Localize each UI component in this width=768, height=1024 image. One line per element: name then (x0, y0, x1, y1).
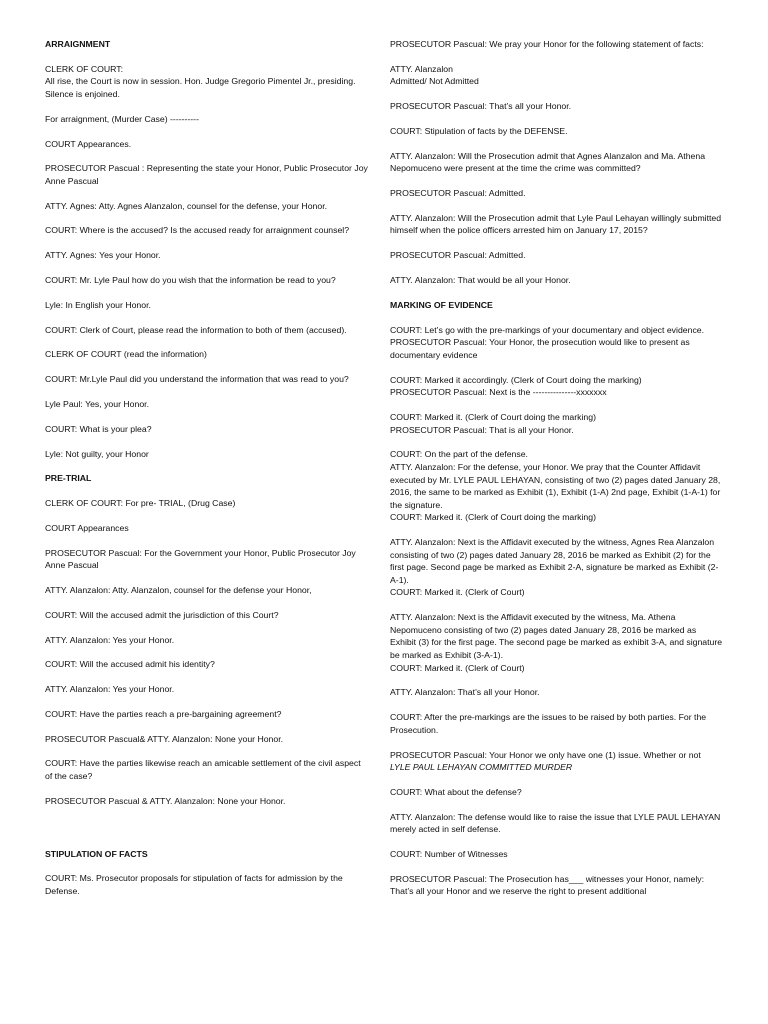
admitted-not-admitted: Admitted/ Not Admitted (390, 76, 479, 87)
court-plea: COURT: What is your plea? (45, 423, 152, 434)
clerk-label: CLERK OF COURT: (45, 63, 124, 74)
court-lyle-read: COURT: Mr. Lyle Paul how do you wish that the information be read to you? (45, 275, 336, 286)
alanzalon-that-would-be-all: ATTY. Alanzalon: That would be all your Honor. (390, 275, 571, 286)
prosecutor-admitted-2: PROSECUTOR Pascual: Admitted. (390, 250, 526, 261)
alanzalon-yes-2: ATTY. Alanzalon: Yes your Honor. (45, 684, 175, 695)
court-identity: COURT: Will the accused admit his identity? (45, 659, 215, 670)
court-accused-ready: COURT: Where is the accused? Is the accused ready for arraignment counsel? (45, 225, 350, 236)
heading-marking-evidence: MARKING OF EVIDENCE (390, 299, 493, 310)
court-marked-4: COURT: Marked it. (Clerk of Court) (390, 587, 525, 598)
court-defense-part: COURT: On the part of the defense. (390, 449, 528, 460)
clerk-text: All rise, the Court is now in session. Hon. Judge Gregorio Pimentel Jr., presiding. Silence is enjoined. (45, 76, 356, 99)
right-column (390, 38, 723, 910)
court-marked-5: COURT: Marked it. (Clerk of Court) (390, 662, 525, 673)
none-your-honor-1: PROSECUTOR Pascual& ATTY. Alanzalon: None your Honor. (45, 733, 284, 744)
prosecutor-pray: PROSECUTOR Pascual: We pray your Honor for the following statement of facts: (390, 39, 704, 49)
court-civil-aspect: COURT: Have the parties likewise reach an amicable settlement of the civil aspect of the case? (45, 758, 361, 782)
court-marked-accordingly: COURT: Marked it accordingly. (Clerk of Court doing the marking) (390, 374, 642, 385)
alanzalon-lyle-submitted: ATTY. Alanzalon: Will the Prosecution admit that Lyle Paul Lehayan willingly submitted himself when the police officers arrested him on January 17, 2015? (390, 212, 722, 236)
prosecutor-that-is-all: PROSECUTOR Pascual: That is all your Honor. (390, 424, 574, 435)
court-marked-3: COURT: Marked it. (Clerk of Court doing the marking) (390, 512, 596, 523)
alanzalon-athena-affidavit: ATTY. Alanzalon: Next is the Affidavit executed by the witness, Ma. Athena Nepomuceno consisting of two (2) pages dated January 28, 2016 be marked as Exhibit (3) for the first page. The second page be marked as exhibit 3-A, and signature be marked as Exhibit (3-A-1). (390, 612, 723, 660)
section-gap (45, 820, 370, 848)
atty-agnes-intro: ATTY. Agnes: Atty. Agnes Alanzalon, counsel for the defense, your Honor. (45, 200, 328, 211)
prosecutor-next: PROSECUTOR Pascual: Next is the ---------------xxxxxxx (390, 387, 607, 398)
heading-arraignment: ARRAIGNMENT (45, 39, 111, 49)
prosecutor-government: PROSECUTOR Pascual: For the Government your Honor, Public Prosecutor Joy Anne Pascual (45, 547, 356, 571)
arraignment-case: For arraignment, (Murder Case) ---------- (45, 113, 199, 124)
none-your-honor-2: PROSECUTOR Pascual & ATTY. Alanzalon: None your Honor. (45, 795, 286, 806)
court-understand: COURT: Mr.Lyle Paul did you understand the information that was read to you? (45, 374, 349, 385)
alanzalon-yes-1: ATTY. Alanzalon: Yes your Honor. (45, 634, 175, 645)
prosecutor-witnesses: PROSECUTOR Pascual: The Prosecution has___ witnesses your Honor, namely: That’s all your Honor and we reserve the right to present additional (390, 873, 705, 897)
prosecutor-present-documentary: PROSECUTOR Pascual: Your Honor, the prosecution would like to present as documentary evidence (390, 337, 690, 360)
prosecutor-intro: PROSECUTOR Pascual : Representing the state your Honor, Public Prosecutor Joy Anne Pascual (45, 163, 368, 186)
court-appearances-2: COURT Appearances (45, 522, 129, 533)
lyle-yes: Lyle Paul: Yes, your Honor. (45, 398, 149, 409)
lyle-english: Lyle: In English your Honor. (45, 299, 151, 310)
alanzalon-self-defense: ATTY. Alanzalon: The defense would like to raise the issue that LYLE PAUL LEHAYAN merely acted in self defense. (390, 811, 721, 835)
court-clerk-read: COURT: Clerk of Court, please read the information to both of them (accused). (45, 324, 347, 335)
clerk-read-information: CLERK OF COURT (read the information) (45, 349, 207, 360)
clerk-pretrial: CLERK OF COURT: For pre- TRIAL, (Drug Case) (45, 498, 236, 509)
court-proposals: COURT: Ms. Prosecutor proposals for stipulation of facts for admission by the Defense. (45, 873, 343, 896)
prosecutor-issue-text: PROSECUTOR Pascual: Your Honor we only have one (1) issue. Whether or not (390, 749, 701, 760)
prosecutor-issue-italic: LYLE PAUL LEHAYAN COMMITTED MURDER (390, 762, 573, 773)
court-stipulation-defense: COURT: Stipulation of facts by the DEFENSE. (390, 125, 568, 136)
atty-alanzalon-intro: ATTY. Alanzalon: Atty. Alanzalon, counsel for the defense your Honor, (45, 585, 312, 595)
alanzalon-thats-all: ATTY. Alanzalon: That’s all your Honor. (390, 687, 540, 698)
prosecutor-thats-all-1: PROSECUTOR Pascual: That’s all your Honor. (390, 101, 572, 112)
heading-stipulation: STIPULATION OF FACTS (45, 848, 148, 859)
alanzalon-agnes-present: ATTY. Alanzalon: Will the Prosecution admit that Agnes Alanzalon and Ma. Athena Nepomuceno were present at the time the crime was committed? (390, 150, 706, 174)
court-appearances-1: COURT Appearances. (45, 138, 132, 149)
court-plea-bargain: COURT: Have the parties reach a pre-bargaining agreement? (45, 708, 282, 719)
heading-pretrial: PRE-TRIAL (45, 473, 92, 484)
court-number-witnesses: COURT: Number of Witnesses (390, 849, 508, 860)
court-premarkings: COURT: Let’s go with the pre-markings of your documentary and object evidence. (390, 324, 705, 335)
agnes-yes: ATTY. Agnes: Yes your Honor. (45, 250, 161, 261)
prosecutor-admitted-1: PROSECUTOR Pascual: Admitted. (390, 188, 526, 199)
prosecutor-issue (390, 749, 723, 774)
court-marked-2: COURT: Marked it. (Clerk of Court doing the marking) (390, 411, 596, 422)
alanzalon-counter-affidavit: ATTY. Alanzalon: For the defense, your Honor. We pray that the Counter Affidavit executed by Mr. LYLE PAUL LEHAYAN, consisting of two (2) pages dated January 28, 2016, the same to be marked as Exhibit (1), Exhibit (1-A) 2nd page, Exhibit (1-A-1) for the signature. (390, 461, 721, 510)
alanzalon-agnes-affidavit: ATTY. Alanzalon: Next is the Affidavit executed by the witness, Agnes Rea Alanzalon consisting of two (2) pages dated January 28, 2016 be marked as Exhibit (2) for the first page. Second page be marked as Exhibit 2-A, signature be marked as Exhibit (2-A-1). (390, 537, 719, 585)
lyle-not-guilty: Lyle: Not guilty, your Honor (45, 448, 149, 459)
atty-label: ATTY. Alanzalon (390, 63, 453, 74)
left-column (45, 38, 370, 910)
court-issues: COURT: After the pre-markings are the issues to be raised by both parties. For the Prosecution. (390, 712, 707, 735)
court-jurisdiction: COURT: Will the accused admit the jurisdiction of this Court? (45, 609, 279, 620)
court-defense-question: COURT: What about the defense? (390, 786, 522, 797)
